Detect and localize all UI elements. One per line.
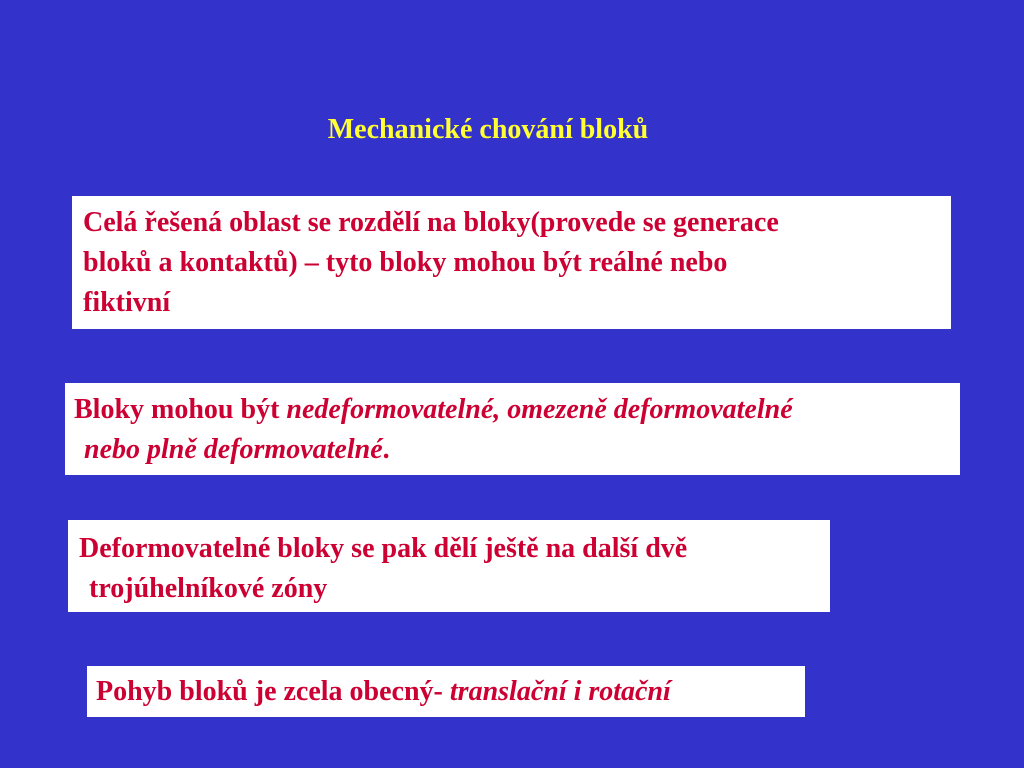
box2-line1 (74, 390, 960, 430)
box3-line2: trojúhelníkové zóny (89, 573, 328, 604)
box2-line2-italic: nebo plně deformovatelné (84, 434, 383, 465)
text-box-block-division (72, 196, 951, 329)
box1-line1: Celá řešená oblast se rozdělí na bloky(provede se generace (83, 207, 779, 238)
text-box-block-motion (87, 666, 805, 717)
box1-line2: bloků a kontaktů) – tyto bloky mohou být reálné nebo (83, 247, 728, 278)
box2-line1-italic: nedeformovatelné, omezeně deformovatelné (286, 394, 793, 425)
slide-title: Mechanické chování bloků (327, 114, 649, 145)
box2-line2 (74, 430, 960, 470)
box4-plain: Pohyb bloků je zcela obecný- (96, 676, 450, 707)
box1-line3: fiktivní (83, 287, 171, 318)
box2-line2-plain: . (382, 434, 390, 465)
box4-italic: translační i rotační (449, 676, 671, 707)
text-box-block-types (65, 383, 960, 475)
box3-line1: Deformovatelné bloky se pak dělí ještě na další dvě (79, 533, 688, 564)
box2-line1-plain: Bloky mohou být (74, 394, 287, 425)
text-box-deformable-zones (68, 520, 830, 612)
